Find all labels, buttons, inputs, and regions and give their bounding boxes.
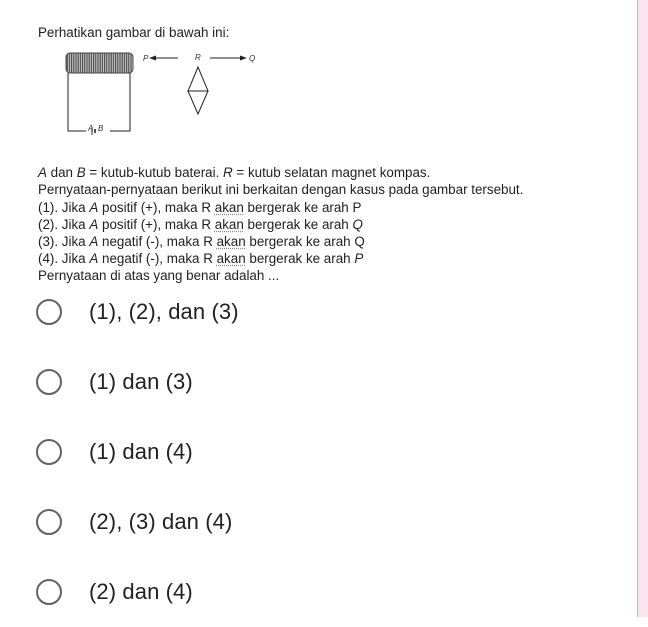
option-3[interactable] [35, 417, 595, 487]
answer-options [35, 277, 595, 627]
option-label[interactable]: (1) dan (3) [89, 369, 193, 394]
question-body [38, 164, 628, 284]
label-r: R [195, 53, 201, 63]
question-intro: Perhatikan gambar di bawah ini: [38, 25, 230, 40]
radio-button-icon[interactable] [36, 369, 62, 395]
wire-left [68, 73, 86, 131]
statement-1: (1). Jika A positif (+), maka R akan bergerak ke arah P [38, 199, 362, 215]
arrowhead-q [240, 56, 247, 61]
radio-button-icon[interactable] [36, 509, 62, 535]
option-label[interactable]: (2), (3) dan (4) [89, 509, 233, 534]
label-p: P [143, 54, 149, 64]
option-label[interactable]: (1) dan (4) [89, 439, 193, 464]
option-4[interactable] [35, 487, 595, 557]
page-side-accent-bar [637, 0, 648, 617]
radio-button-icon[interactable] [36, 579, 62, 605]
statement-4: (4). Jika A negatif (-), maka R akan bergerak ke arah P [38, 251, 364, 267]
closing-line: Pernyataan di atas yang benar adalah ... [38, 268, 280, 284]
label-b: B [98, 124, 104, 134]
question-figure [38, 47, 268, 139]
label-a: A [88, 124, 94, 134]
option-2[interactable] [35, 347, 595, 417]
label-q: Q [249, 54, 256, 64]
compass-needle-bottom [188, 91, 208, 114]
option-label[interactable]: (2) dan (4) [89, 579, 193, 604]
question-block [38, 24, 628, 285]
option-label[interactable]: (1), (2), dan (3) [89, 299, 239, 324]
compass-needle-top [188, 67, 208, 91]
solenoid-compass-diagram [38, 47, 268, 139]
solenoid-coil [66, 53, 133, 73]
arrowhead-p [149, 56, 156, 61]
statement-2: (2). Jika A positif (+), maka R akan bergerak ke arah Q [38, 216, 363, 232]
legend-line: A dan B = kutub-kutub baterai. R = kutub selatan magnet kompas. [38, 165, 431, 181]
intro2-line: Pernyataan-pernyataan berikut ini berkaitan dengan kasus pada gambar tersebut. [38, 182, 524, 198]
radio-button-icon[interactable] [36, 439, 62, 465]
wire-right [110, 73, 130, 131]
statement-3: (3). Jika A negatif (-), maka R akan bergerak ke arah Q [38, 234, 365, 250]
radio-button-icon[interactable] [36, 299, 62, 325]
option-1[interactable] [35, 277, 595, 347]
